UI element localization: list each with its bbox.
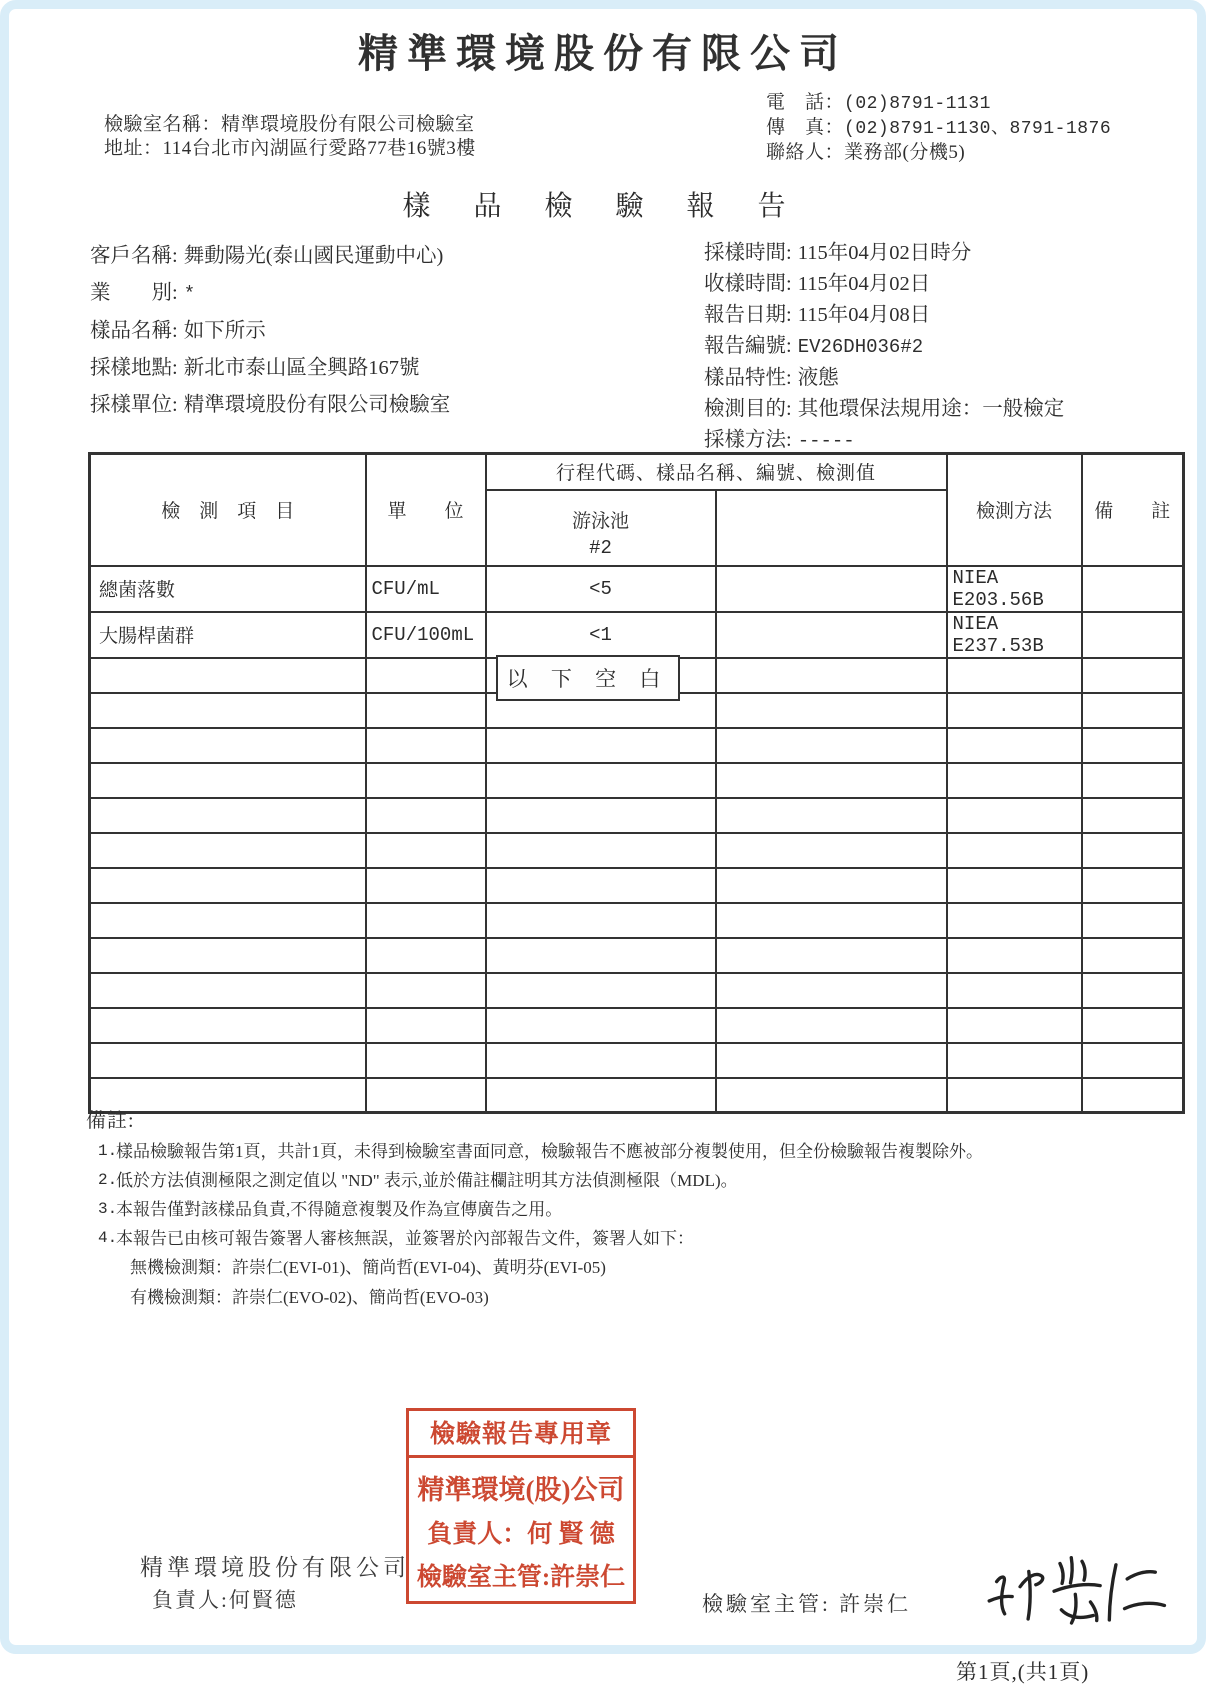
table-empty-cell	[366, 798, 486, 833]
table-empty-cell	[486, 868, 716, 903]
table-empty-cell	[947, 1008, 1082, 1043]
results-table-wrap	[88, 452, 1182, 1114]
stamp-owner: 負責人：何 賢 德	[427, 1521, 615, 1548]
table-empty-cell	[90, 1008, 366, 1043]
signoff-manager: 負責人:何賢德	[152, 1588, 298, 1612]
table-empty-cell	[366, 868, 486, 903]
info-label: 樣品名稱:	[90, 320, 178, 342]
table-empty-cell	[486, 1043, 716, 1078]
table-empty-cell	[947, 938, 1082, 973]
table-empty-cell	[1082, 1043, 1184, 1078]
info-line	[90, 313, 450, 350]
phone-line	[766, 91, 1111, 116]
info-line	[704, 394, 1064, 425]
table-empty-cell	[366, 658, 486, 693]
fax-line	[766, 116, 1111, 141]
note-text: 低於方法偵測極限之測定值以 "ND" 表示,並於備註欄註明其方法偵測極限（MDL)。	[116, 1171, 738, 1190]
table-empty-cell	[947, 973, 1082, 1008]
phone-value: (02)8791-1131	[844, 94, 991, 114]
page-number: 第1頁,(共1頁)	[956, 1660, 1090, 1684]
table-empty-row	[90, 763, 1184, 798]
info-label: 客戶名稱:	[90, 245, 178, 267]
table-empty-cell	[1082, 798, 1184, 833]
table-empty-cell	[716, 1043, 947, 1078]
sample-info-left	[90, 238, 450, 424]
table-empty-cell	[947, 833, 1082, 868]
table-empty-cell	[1082, 903, 1184, 938]
stamp-supervisor: 檢驗室主管:許崇仁	[416, 1564, 626, 1591]
info-line	[90, 275, 450, 313]
table-empty-cell	[366, 763, 486, 798]
table-cell: CFU/100mL	[366, 612, 486, 658]
info-label: 採樣地點:	[90, 357, 178, 379]
table-empty-cell	[716, 693, 947, 728]
report-title: 樣 品 檢 驗 報 告	[402, 191, 804, 222]
phone-label: 電 話：	[766, 92, 845, 113]
info-label: 報告編號:	[704, 335, 792, 357]
info-value: 其他環保法規用途：一般檢定	[797, 398, 1065, 420]
table-empty-cell	[1082, 938, 1184, 973]
note-number: 4.	[98, 1229, 118, 1247]
table-empty-cell	[486, 728, 716, 763]
table-cell: NIEA E203.56B	[947, 566, 1082, 612]
info-label: 業 別:	[90, 282, 178, 304]
note-text: 本報告僅對該樣品負責,不得隨意複製及作為宣傳廣告之用。	[116, 1200, 563, 1219]
table-empty-cell	[90, 868, 366, 903]
table-cell: <1	[486, 612, 716, 658]
table-empty-row	[90, 798, 1184, 833]
table-empty-cell	[486, 903, 716, 938]
note-item	[86, 1137, 1194, 1166]
table-empty-cell	[716, 833, 947, 868]
info-label: 採樣方法:	[704, 429, 792, 451]
info-value: -----	[797, 430, 855, 452]
lab-supervisor-label: 檢驗室主管: 許崇仁	[702, 1592, 912, 1616]
table-empty-cell	[366, 973, 486, 1008]
table-cell: 大腸桿菌群	[90, 612, 366, 658]
notes-section	[86, 1104, 1194, 1313]
info-line	[704, 300, 1064, 331]
table-empty-cell	[366, 903, 486, 938]
table-empty-cell	[366, 833, 486, 868]
info-line	[704, 238, 1064, 269]
contact-line	[766, 141, 1111, 165]
table-empty-cell	[1082, 833, 1184, 868]
col-header-item: 檢 測 項 目	[90, 454, 366, 566]
table-cell	[716, 612, 947, 658]
note-item	[86, 1166, 1194, 1195]
table-cell	[716, 566, 947, 612]
table-empty-cell	[716, 658, 947, 693]
table-cell: 總菌落數	[90, 566, 366, 612]
table-empty-cell	[486, 1008, 716, 1043]
table-empty-cell	[90, 973, 366, 1008]
table-empty-row	[90, 1008, 1184, 1043]
table-empty-row	[90, 728, 1184, 763]
col-header-remark: 備 註	[1082, 454, 1184, 566]
notes-heading: 備註:	[86, 1110, 135, 1132]
col-header-sample-2	[716, 490, 947, 566]
table-empty-cell	[1082, 658, 1184, 693]
table-row	[90, 566, 1184, 612]
table-empty-cell	[90, 798, 366, 833]
notes-list	[86, 1137, 1194, 1313]
table-empty-cell	[1082, 763, 1184, 798]
table-empty-cell	[366, 938, 486, 973]
info-label: 檢測目的:	[704, 398, 792, 420]
table-empty-cell	[947, 903, 1082, 938]
table-empty-cell	[366, 728, 486, 763]
lab-info-block	[104, 113, 476, 161]
table-empty-cell	[716, 973, 947, 1008]
info-label: 收樣時間:	[704, 273, 792, 295]
note-sub-item: 無機檢測類：許崇仁(EVI-01)、簡尚哲(EVI-04)、黃明芬(EVI-05)	[130, 1258, 606, 1277]
results-table	[88, 452, 1185, 1114]
table-empty-cell	[947, 658, 1082, 693]
info-value: 精準環境股份有限公司檢驗室	[183, 394, 451, 416]
col-header-unit: 單 位	[366, 454, 486, 566]
table-empty-cell	[947, 693, 1082, 728]
table-row	[90, 612, 1184, 658]
table-empty-cell	[90, 1043, 366, 1078]
col-header-method: 檢測方法	[947, 454, 1082, 566]
col-header-span: 行程代碼、樣品名稱、編號、檢測值	[486, 454, 947, 490]
table-empty-cell	[716, 798, 947, 833]
table-empty-cell	[90, 728, 366, 763]
table-header-row-1	[90, 454, 1184, 490]
note-sub-item: 有機檢測類：許崇仁(EVO-02)、簡尚哲(EVO-03)	[130, 1288, 489, 1307]
table-empty-cell	[366, 693, 486, 728]
table-empty-cell	[716, 868, 947, 903]
stamp-title: 檢驗報告專用章	[409, 1411, 633, 1458]
info-line	[90, 238, 450, 275]
table-cell: <5	[486, 566, 716, 612]
table-empty-cell	[486, 833, 716, 868]
sample-name: 游泳池	[571, 510, 629, 532]
contact-info-block	[766, 91, 1111, 165]
table-cell: CFU/mL	[366, 566, 486, 612]
table-empty-cell	[1082, 868, 1184, 903]
table-empty-row	[90, 938, 1184, 973]
table-cell: NIEA E237.53B	[947, 612, 1082, 658]
table-empty-row	[90, 973, 1184, 1008]
fax-value: (02)8791-1130、8791-1876	[844, 119, 1112, 139]
info-label: 報告日期:	[704, 304, 792, 326]
table-empty-row	[90, 1043, 1184, 1078]
table-empty-cell	[90, 903, 366, 938]
col-header-sample-1	[486, 490, 716, 566]
info-value: 115年04月02日時分	[797, 242, 972, 264]
note-text: 本報告已由核可報告簽署人審核無誤，並簽署於內部報告文件，簽署人如下：	[116, 1229, 694, 1248]
table-empty-row	[90, 833, 1184, 868]
table-empty-cell	[90, 763, 366, 798]
table-cell	[1082, 612, 1184, 658]
table-empty-cell	[947, 868, 1082, 903]
contact-label: 聯絡人：	[766, 142, 845, 163]
info-line	[90, 350, 450, 387]
company-title: 精準環境股份有限公司	[358, 31, 848, 76]
table-empty-cell	[716, 728, 947, 763]
table-empty-cell	[716, 1008, 947, 1043]
note-item	[86, 1224, 1194, 1253]
info-value: 液態	[797, 367, 839, 389]
info-line	[704, 363, 1064, 394]
table-empty-cell	[90, 693, 366, 728]
sample-number: #2	[589, 536, 612, 559]
table-empty-cell	[1082, 728, 1184, 763]
note-item	[86, 1195, 1194, 1224]
blank-below-marker: 以 下 空 白	[496, 655, 680, 701]
table-empty-cell	[486, 938, 716, 973]
table-empty-cell	[90, 833, 366, 868]
lab-report-stamp	[406, 1408, 636, 1604]
note-text: 樣品檢驗報告第1頁，共計1頁，未得到檢驗室書面同意，檢驗報告不應被部分複製使用，但全份檢驗報告複製除外。	[116, 1142, 983, 1161]
table-empty-cell	[947, 798, 1082, 833]
table-empty-cell	[716, 763, 947, 798]
info-line	[90, 387, 450, 424]
table-empty-cell	[1082, 973, 1184, 1008]
info-line	[704, 269, 1064, 300]
info-label: 採樣時間:	[704, 242, 792, 264]
note-number: 3.	[98, 1200, 118, 1218]
note-number: 1.	[98, 1142, 118, 1160]
table-empty-cell	[947, 763, 1082, 798]
contact-value: 業務部(分機5)	[844, 142, 966, 163]
info-value: 115年04月02日	[797, 273, 931, 295]
table-empty-cell	[1082, 693, 1184, 728]
table-empty-row	[90, 868, 1184, 903]
table-empty-cell	[486, 973, 716, 1008]
table-empty-cell	[947, 1043, 1082, 1078]
info-value: 新北市泰山區全興路167號	[183, 357, 420, 379]
info-label: 樣品特性:	[704, 367, 792, 389]
table-empty-cell	[486, 763, 716, 798]
info-line	[704, 331, 1064, 363]
lab-name-line: 檢驗室名稱：精準環境股份有限公司檢驗室	[104, 114, 475, 135]
table-empty-row	[90, 903, 1184, 938]
table-empty-cell	[716, 903, 947, 938]
info-value: 如下所示	[183, 320, 266, 342]
info-value: *	[183, 283, 196, 305]
table-empty-cell	[486, 798, 716, 833]
table-empty-cell	[90, 658, 366, 693]
info-value: 115年04月08日	[797, 304, 931, 326]
stamp-company: 精準環境(股)公司	[417, 1475, 625, 1505]
table-empty-cell	[90, 938, 366, 973]
fax-label: 傳 真：	[766, 117, 845, 138]
table-cell	[1082, 566, 1184, 612]
table-empty-cell	[1082, 1008, 1184, 1043]
table-empty-cell	[716, 938, 947, 973]
table-empty-cell	[947, 728, 1082, 763]
info-value: 舞動陽光(泰山國民運動中心)	[183, 245, 444, 267]
info-label: 採樣單位:	[90, 394, 178, 416]
lab-address-line: 地址：114台北市內湖區行愛路77巷16號3樓	[104, 138, 476, 159]
table-empty-cell	[366, 1008, 486, 1043]
signoff-company: 精準環境股份有限公司	[140, 1555, 410, 1580]
info-value: EV26DH036#2	[797, 336, 924, 358]
supervisor-signature	[976, 1543, 1176, 1653]
table-empty-cell	[366, 1043, 486, 1078]
note-number: 2.	[98, 1171, 118, 1189]
sample-info-right	[704, 238, 1064, 457]
